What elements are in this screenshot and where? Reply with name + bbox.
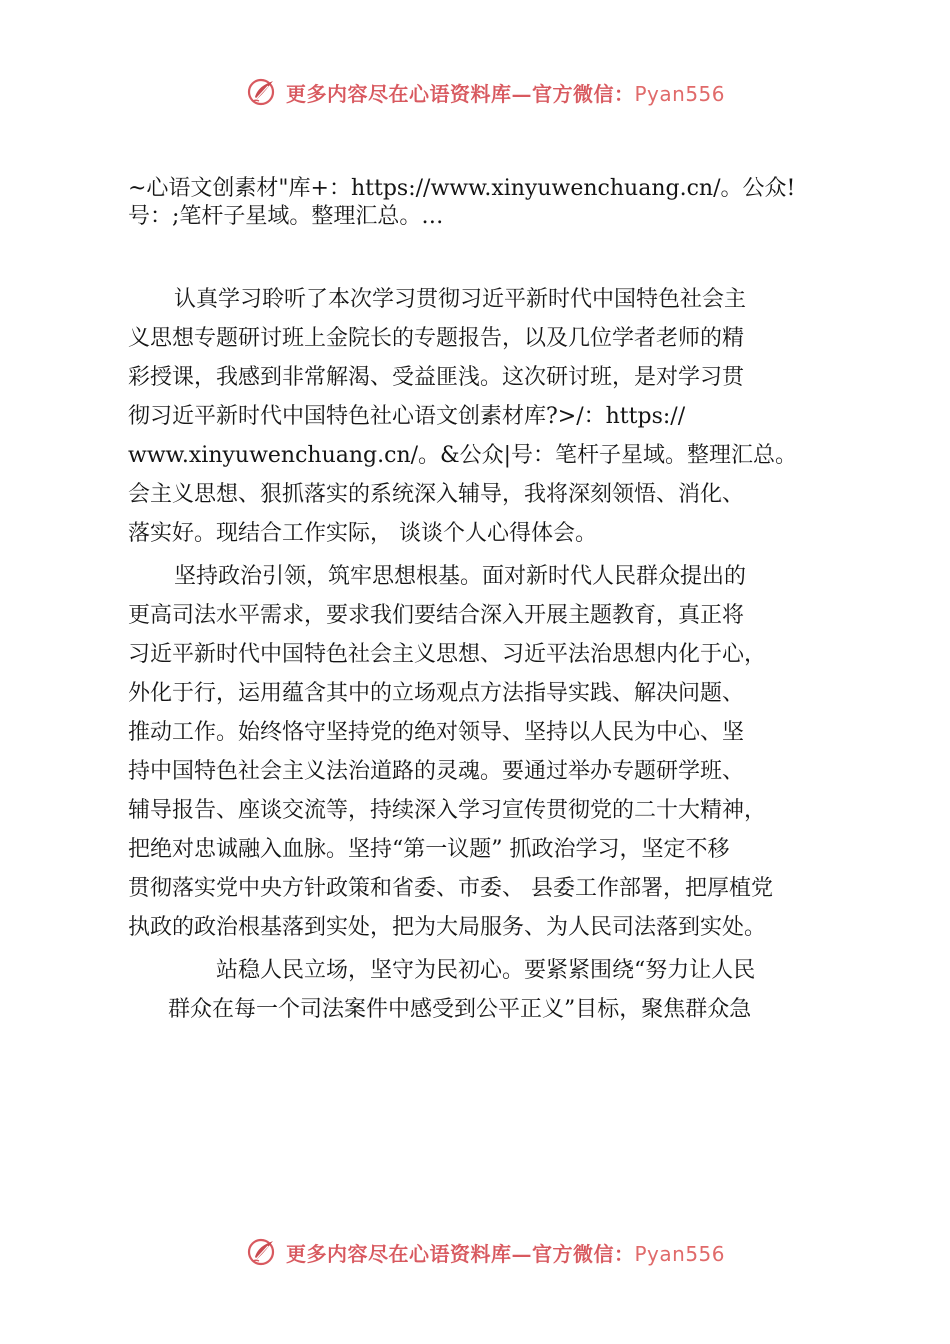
body-line: 认真学习聆听了本次学习贯彻习近平新时代中国特色社会主 <box>174 287 747 312</box>
body-line: 习近平新时代中国特色社会主义思想、习近平法治思想内化于心， <box>128 642 767 667</box>
footer-brand-text <box>286 1238 725 1267</box>
brand-logo-icon <box>246 1235 280 1269</box>
header-banner <box>246 74 766 110</box>
body-line: 把绝对忠诚融入血脉。坚持“第一议题” 抓政治学习，坚定不移 <box>128 837 730 862</box>
body-line: 更高司法水平需求，要求我们要结合深入开展主题教育，真正将 <box>128 603 745 628</box>
body-line: 群众在每一个司法案件中感受到公平正义”目标，聚焦群众急 <box>168 997 752 1022</box>
body-line: 坚持政治引领，筑牢思想根基。面对新时代人民群众提出的 <box>174 564 747 589</box>
brand-logo-icon <box>246 75 280 109</box>
footer-brand-label: 更多内容尽在心语资料库—官方微信： <box>286 1241 635 1266</box>
header-wechat-id: Pyan556 <box>634 81 726 106</box>
body-line: 落实好。现结合工作实际， 谈谈个人心得体会。 <box>128 521 597 546</box>
body-line: 贯彻落实党中央方针政策和省委、市委、 县委工作部署，把厚植党 <box>128 876 773 901</box>
watermark-line: 号：;笔杆子星域。整理汇总。… <box>128 204 444 229</box>
header-brand-label: 更多内容尽在心语资料库—官方微信： <box>286 81 635 106</box>
header-brand-text <box>286 78 725 107</box>
body-line: 执政的政治根基落到实处，把为大局服务、为人民司法落到实处。 <box>128 915 767 940</box>
watermark-line: ~心语文创素材"库+：https://www.xinyuwenchuang.cn/。公众! <box>128 176 796 201</box>
body-line: www.xinyuwenchuang.cn/。&公众|号：笔杆子星域。整理汇总。 <box>128 443 798 468</box>
body-line: 持中国特色社会主义法治道路的灵魂。要通过举办专题研学班、 <box>128 759 745 784</box>
body-line: 义思想专题研讨班上金院长的专题报告，以及几位学者老师的精 <box>128 326 745 351</box>
body-line: 会主义思想、狠抓落实的系统深入辅导，我将深刻领悟、消化、 <box>128 482 745 507</box>
body-line: 推动工作。始终恪守坚持党的绝对领导、坚持以人民为中心、坚 <box>128 720 745 745</box>
body-line: 辅导报告、座谈交流等，持续深入学习宣传贯彻党的二十大精神， <box>128 798 767 823</box>
footer-wechat-id: Pyan556 <box>634 1241 726 1266</box>
footer-banner <box>246 1234 766 1270</box>
body-line: 站稳人民立场，坚守为民初心。要紧紧围绕“努力让人民 <box>216 958 756 983</box>
body-line: 外化于行，运用蕴含其中的立场观点方法指导实践、解决问题、 <box>128 681 745 706</box>
body-line: 彩授课，我感到非常解渴、受益匪浅。这次研讨班，是对学习贯 <box>128 365 745 390</box>
body-line: 彻习近平新时代中国特色社心语文创素材库?>/：https:// <box>128 404 686 429</box>
